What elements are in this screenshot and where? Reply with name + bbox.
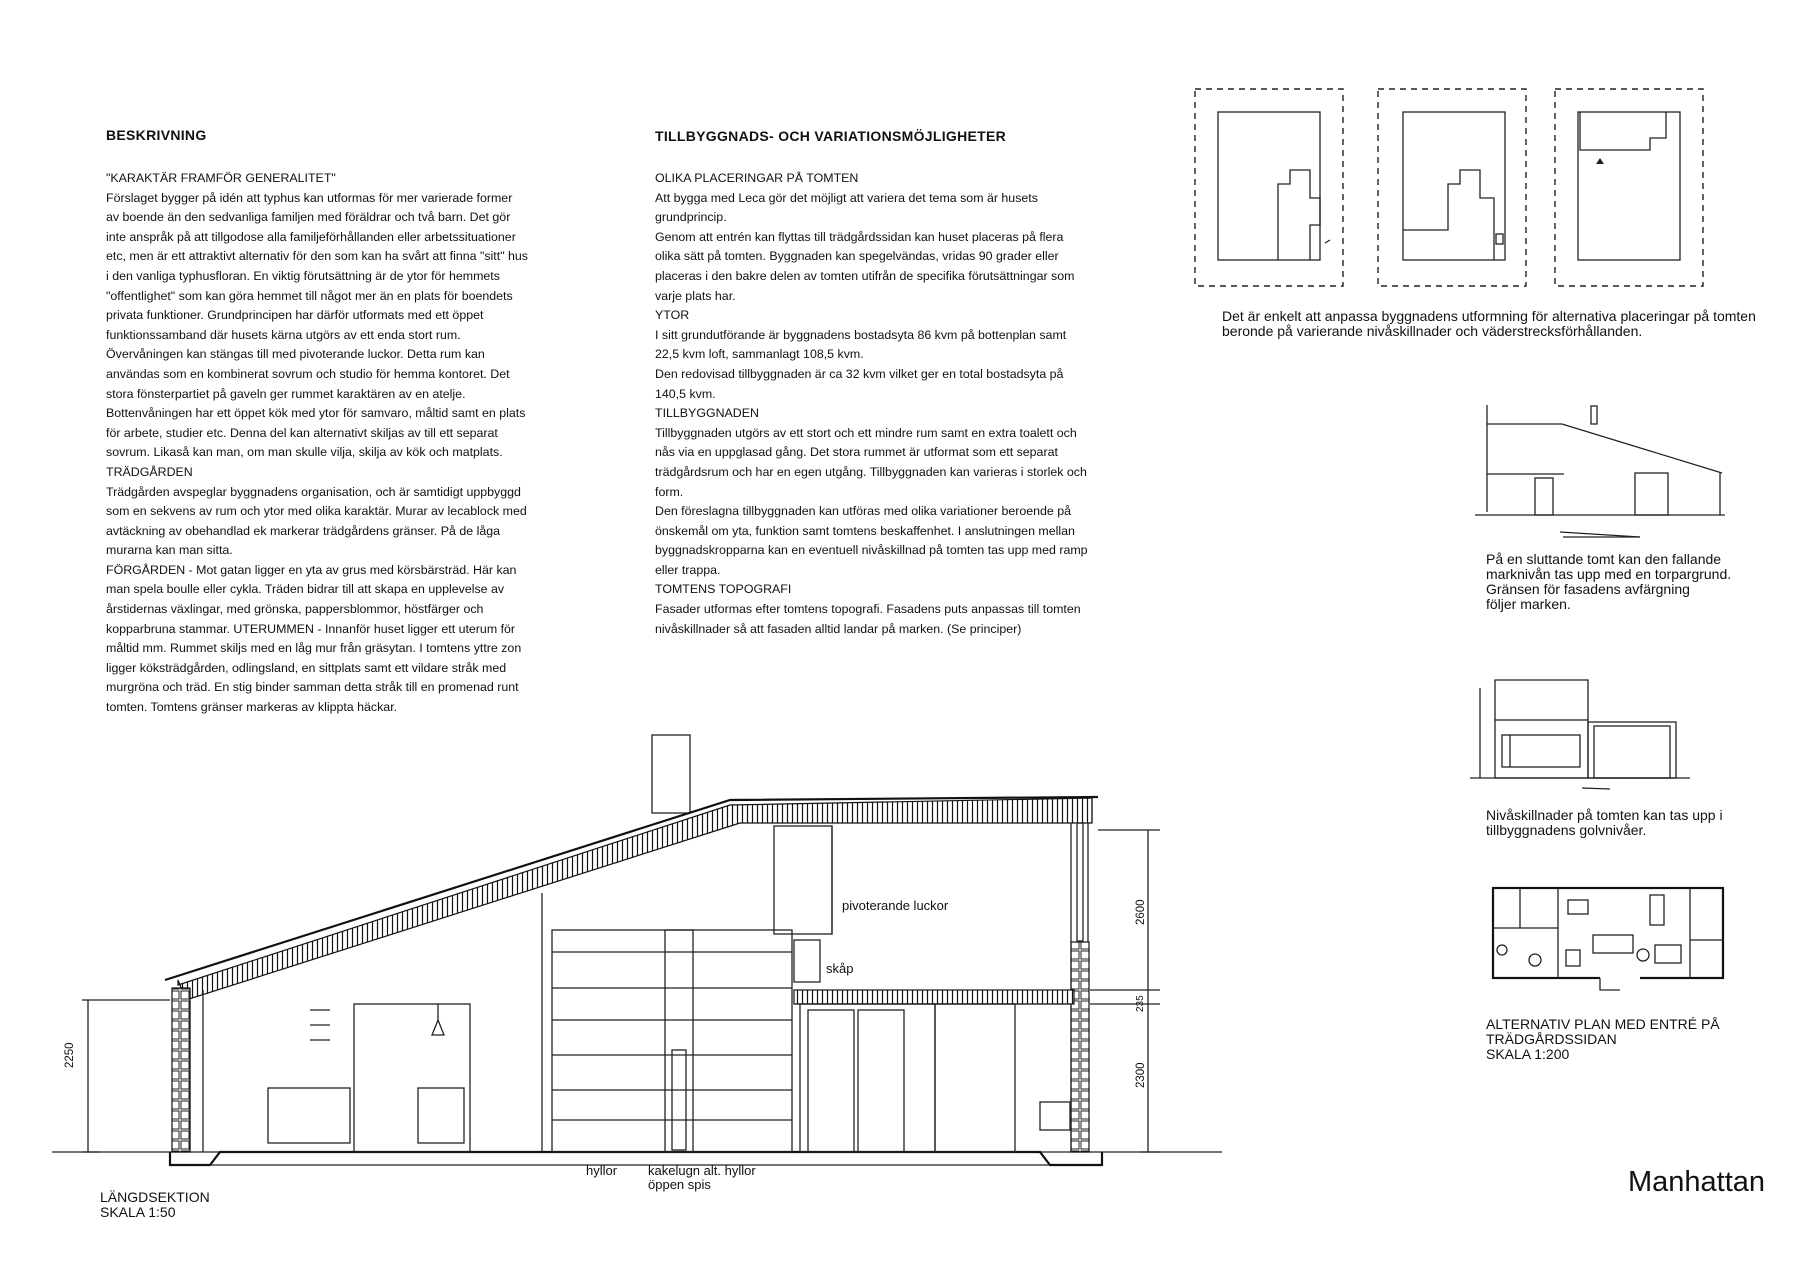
extensions-line: varje plats har. — [655, 288, 736, 303]
extensions-line: grundprincip. — [655, 210, 727, 225]
description-line: i den vanliga typhusfloran. En viktig förutsättning är de ytor för hemmets — [106, 268, 500, 283]
level-caption — [1486, 808, 1723, 838]
section-title — [100, 1190, 210, 1220]
label-cabinet: skåp — [826, 961, 854, 976]
dimension-235: 235 — [1135, 995, 1146, 1012]
section-title-line: LÄNGDSEKTION — [100, 1189, 210, 1205]
description-line: kopparbruna stammar. UTERUMMEN - Innanför huset ligger ett uterum för — [106, 621, 516, 636]
extensions-line: OLIKA PLACERINGAR PÅ TOMTEN — [655, 171, 859, 185]
description-line: man spela boulle eller cykla. Träden bidrar till att skapa en upplevelse av — [106, 582, 505, 597]
description-line: TRÄDGÅRDEN — [106, 464, 193, 479]
extensions-line: Tillbyggnaden utgörs av ett stort och ett mindre rum samt en extra toalett och — [655, 425, 1077, 440]
extensions-line: TILLBYGGNADEN — [655, 406, 759, 421]
extensions-line: 140,5 kvm. — [655, 386, 716, 401]
caption-line: Gränsen för fasadens avfärgning — [1486, 581, 1690, 597]
extensions-body — [655, 169, 1088, 639]
description-line: stora fönsterpartiet på gaveln ger rummet karaktären av en atelje. — [106, 386, 466, 401]
extensions-line: Att bygga med Leca gör det möjligt att variera det tema som är husets — [655, 190, 1038, 205]
dimension-2600: 2600 — [1135, 899, 1147, 925]
extensions-line: I sitt grundutförande är byggnadens bostadsyta 86 kvm på bottenplan samt — [655, 327, 1067, 342]
description-line: måltid mm. Rummet skiljs med en låg mur från gräsytan. I tomtens yttre zon — [106, 641, 522, 656]
description-line: Trädgården avspeglar byggnadens organisation, och är samtidigt uppbyggd — [106, 484, 521, 499]
description-body — [106, 169, 528, 718]
description-heading: BESKRIVNING — [106, 127, 207, 143]
description-line: användas som en kombinerat sovrum och studio för hemma kontoret. Det — [106, 366, 510, 381]
dimension-2250: 2250 — [64, 1042, 76, 1068]
site-plan-2 — [1378, 89, 1526, 286]
extensions-line: byggnadskropparna kan en eventuell nivåskillnad på tomten tas upp med ramp — [655, 543, 1088, 558]
description-line: murarna kan man sitta. — [106, 543, 233, 558]
caption-line: beronde på varierande nivåskillnader och väderstrecksförhållanden. — [1222, 323, 1643, 339]
description-line: funktionssamband där husets kärna utgörs av ett enda stort rum. — [106, 327, 461, 342]
caption-line: Det är enkelt att anpassa byggnadens utformning för alternativa placeringar på tomten — [1222, 308, 1756, 324]
label-stove: kakelugn alt. hyllor — [648, 1163, 756, 1178]
caption-line: marknivån tas upp med en torpargrund. — [1486, 566, 1732, 582]
extensions-line: placeras i den bakre delen av tomten utifrån de specifika förutsättningar som — [655, 268, 1075, 283]
extensions-line: trädgårdsrum och har en egen utgång. Tillbyggnaden kan varieras i storlek och — [655, 464, 1087, 479]
project-name: Manhattan — [1628, 1166, 1766, 1198]
description-line: avtäckning av obehandlad ek markerar trädgårdens gränser. På de låga — [106, 523, 500, 538]
description-line: FÖRGÅRDEN - Mot gatan ligger en yta av grus med körsbärsträd. Här kan — [106, 562, 517, 577]
extensions-line: YTOR — [655, 308, 690, 323]
description-line: Övervåningen kan stängas till med pivoterande luckor. Detta rum kan — [106, 347, 485, 362]
description-line: tomten. Tomtens gränser markeras av klippta häckar. — [106, 700, 398, 715]
level-elevation — [1470, 680, 1690, 789]
dimension-2300: 2300 — [1135, 1062, 1147, 1088]
extensions-line: nås via en uppglasad gång. Det stora rummet är utformat som ett separat — [655, 445, 1058, 460]
caption-line: SKALA 1:200 — [1486, 1046, 1570, 1062]
description-line: för arbete, studier etc. Denna del kan alternativt skiljas av till ett separat — [106, 425, 498, 440]
extensions-line: önskemål om yta, funktion samt tomtens beskaffenhet. I anslutningen mellan — [655, 523, 1075, 538]
extensions-line: Genom att entrén kan flyttas till trädgårdssidan kan huset placeras på flera — [655, 229, 1064, 244]
caption-line: följer marken. — [1486, 596, 1571, 612]
caption-line: På en sluttande tomt kan den fallande — [1486, 551, 1722, 567]
extensions-line: TOMTENS TOPOGRAFI — [655, 582, 792, 597]
extensions-line: eller trappa. — [655, 562, 721, 577]
extensions-heading: TILLBYGGNADS- OCH VARIATIONSMÖJLIGHETER — [655, 128, 1007, 144]
description-line: ligger köksträdgården, odlingsland, en sittplats samt ett vildare stråk med — [106, 660, 507, 675]
long-section-drawing — [52, 735, 1222, 1165]
description-line: Bottenvåningen har ett öppet kök med ytor för samvaro, måltid samt en plats — [106, 406, 526, 421]
description-line: murgröna och träd. En stig binder samman detta stråk till en promenad runt — [106, 680, 519, 695]
label-fireplace: öppen spis — [648, 1177, 711, 1192]
caption-line: TRÄDGÅRDSSIDAN — [1486, 1031, 1617, 1047]
description-line: "offentlighet" som kan göra hemmet till något mer än en plats för boendets — [106, 288, 513, 303]
label-shelves: hyllor — [586, 1163, 618, 1178]
description-line: sovrum. Likaså kan man, om man skulle vilja, skilja av kök och matplats. — [106, 445, 503, 460]
slope-caption — [1486, 552, 1731, 612]
extensions-line: Den föreslagna tillbyggnaden kan utföras med olika variationer beroende på — [655, 504, 1072, 519]
alternative-floor-plan — [1493, 888, 1723, 990]
description-line: etc, men är ett attraktivt alternativ för den som kan ha svårt att finna "sitt" hus — [106, 249, 529, 264]
section-scale-line: SKALA 1:50 — [100, 1204, 176, 1220]
extensions-line: nivåskillnader så att fasaden alltid landar på marken. (Se principer) — [655, 621, 1022, 636]
site-plan-1 — [1195, 89, 1343, 286]
extensions-line: Fasader utformas efter tomtens topografi. Fasadens puts anpassas till tomten — [655, 602, 1081, 617]
description-line: inte anspråk på att tillgodose alla familjeförhållanden eller arbetssituationer — [106, 229, 516, 244]
description-line: som en sekvens av rum och ytor med olika karaktär. Murar av lecablock med — [106, 504, 527, 519]
extensions-line: form. — [655, 484, 684, 499]
caption-line: tillbyggnadens golvnivåer. — [1486, 822, 1647, 838]
site-placement-caption — [1222, 309, 1756, 339]
plan-caption — [1486, 1017, 1720, 1062]
extensions-line: 22,5 kvm loft, sammanlagt 108,5 kvm. — [655, 347, 864, 362]
extensions-line: olika sätt på tomten. Byggnaden kan spegelvändas, vridas 90 grader eller — [655, 249, 1059, 264]
description-line: av boende än den sedvanliga familjen med föräldrar och två barn. Det gör — [106, 210, 511, 225]
caption-line: Nivåskillnader på tomten kan tas upp i — [1486, 807, 1723, 823]
caption-line: ALTERNATIV PLAN MED ENTRÉ PÅ — [1486, 1016, 1720, 1032]
label-pivot-panels: pivoterande luckor — [842, 898, 949, 913]
description-line: årstidernas växlingar, med grönska, pappersblommor, höstfärger och — [106, 602, 484, 617]
description-line: privata funktioner. Grundprincipen har därför utformats med ett öppet — [106, 308, 484, 323]
site-plan-3 — [1555, 89, 1703, 286]
description-line: Förslaget bygger på idén att typhus kan utformas för mer varierade former — [106, 190, 513, 205]
description-line: "KARAKTÄR FRAMFÖR GENERALITET" — [106, 171, 336, 185]
slope-elevation — [1475, 405, 1725, 537]
extensions-line: Den redovisad tillbyggnaden är ca 32 kvm vilket ger en total bostadsyta på — [655, 366, 1064, 381]
